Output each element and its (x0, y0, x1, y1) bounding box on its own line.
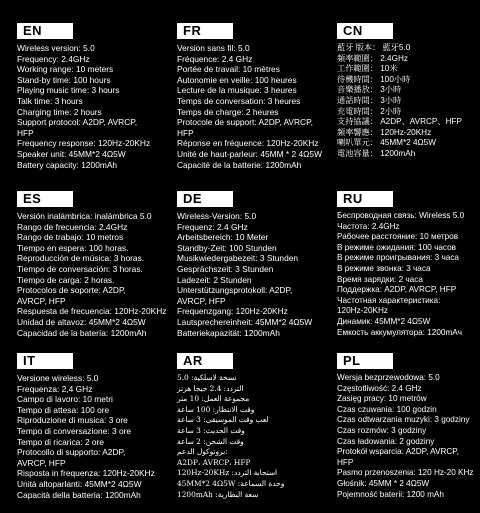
spec-line: لعب وقت الموسيقى: 3 ساعة (177, 415, 269, 425)
spec-line: AVRCP, HFP (17, 295, 66, 306)
spec-line: Czas rozmów: 3 godziny (337, 425, 427, 435)
spec-line: Support protocol: A2DP, AVRCP, (17, 117, 138, 128)
spec-line: Częstotliwość: 2.4 GHz (337, 383, 422, 393)
spec-line: Réponse en fréquence: 120Hz-20KHz (177, 138, 319, 149)
spec-line: Czas odtwarzania muzyki: 3 godziny (337, 415, 470, 425)
spec-line: Частотная характеристика: (337, 295, 441, 305)
spec-line: Время зарядки: 2 часа (337, 274, 423, 284)
spec-line: 支持協議： A2DP、AVRCP、HFP (337, 117, 462, 127)
spec-line: 工作範圍： 10米 (337, 64, 398, 74)
spec-line: Versione wireless: 5.0 (17, 373, 99, 383)
spec-list-es (17, 211, 167, 338)
section-de (160, 190, 320, 338)
spec-line: AVRCP, HFP (17, 457, 66, 468)
spec-line: 通話時間： 3小時 (337, 95, 402, 105)
spec-line: Speaker unit: 45MM*2 4Ω5W (17, 148, 126, 159)
spec-line: Gesprächszeit: 3 Stunden (177, 263, 274, 274)
spec-line: HFP (177, 127, 194, 138)
spec-line: Reproducción de música: 3 horas. (17, 253, 145, 264)
spec-line: Pojemność baterii: 1200 mAh (337, 489, 444, 499)
spec-list-ar (177, 373, 320, 500)
spec-line: В режиме ожидания: 100 часов (337, 242, 457, 252)
spec-line: Frequency: 2.4GHz (17, 53, 90, 64)
language-badge-ru: RU (337, 191, 393, 207)
spec-list-en (17, 43, 160, 170)
language-badge-pl: PL (337, 353, 393, 369)
spec-line: Riproduzione di musica: 3 ore (17, 415, 128, 426)
spec-line: Protokół wsparcia: A2DP, AVRCP, (337, 447, 459, 457)
column-right (320, 0, 480, 513)
spec-line: Temps de charge: 2 heures (177, 106, 279, 117)
column-middle (160, 0, 320, 513)
spec-line: Lecture de la musique: 3 heures (177, 85, 297, 96)
spec-line: التردد: 2.4 جيجا هرتز (177, 383, 244, 393)
spec-line: Wersja bezprzewodowa: 5.0 (337, 373, 440, 382)
language-badge-it: IT (17, 353, 73, 369)
spec-line: Protocole de support: A2DP, AVRCP, (177, 117, 313, 128)
section-ru (320, 190, 480, 338)
spec-line: Tempo di attesa: 100 ore (17, 404, 110, 415)
spec-line: Frequency response: 120Hz-20KHz (17, 138, 151, 149)
spec-line: Temps de conversation: 3 heures (177, 95, 301, 106)
spec-line: 喇叭單元： 45MM*2 4Ω5W (337, 138, 436, 148)
section-fr (160, 22, 320, 170)
spec-line: Protocolos de soporte: A2DP, (17, 285, 126, 296)
spec-line: 120Hz-20KHz (337, 306, 388, 316)
spec-line: 藍牙 版本： 藍牙5.0 (337, 43, 411, 52)
spec-line: Versión inalámbrica: inalámbrica 5.0 (17, 211, 152, 221)
spec-line: 待機時間： 100小時 (337, 74, 411, 84)
spec-line: Frequenzgang: 120Hz-20KHz (177, 306, 288, 317)
spec-line: Stand-by time: 100 hours (17, 74, 111, 85)
spec-line: Tiempo de conversación: 3 horas. (17, 263, 143, 274)
section-cn (320, 22, 480, 160)
spec-line: Поддержка: A2DP, AVRCP, HFP (337, 285, 457, 295)
spec-line: Respuesta de frecuencia: 120Hz-20KHz (17, 306, 167, 317)
spec-list-it (17, 373, 160, 500)
spec-line: Unidad de altavoz: 45MM*2 4Ω5W (17, 316, 146, 327)
spec-line: Playing music time: 3 hours (17, 85, 120, 96)
section-it (0, 352, 160, 500)
spec-line: Czas ładowania: 2 godziny (337, 436, 435, 446)
section-es (0, 190, 167, 338)
spec-line: Autonomie en veille: 100 heures (177, 74, 297, 85)
spec-line: Czas czuwania: 100 godzin (337, 404, 437, 414)
spec-line: 45MM*2 4Ω5W :وحدة السماعة (177, 478, 285, 488)
spec-line: وقت الشحن: 2 ساعة (177, 436, 244, 446)
section-en (0, 22, 160, 170)
section-pl (320, 352, 480, 500)
language-badge-fr: FR (177, 23, 233, 39)
section-ar (160, 352, 320, 500)
spec-line: نسخة لاسلكية: 5.0 (177, 373, 237, 382)
spec-list-cn (337, 43, 480, 160)
spec-line: HFP (337, 457, 354, 467)
spec-line: Standby-Zeit: 100 Stunden (177, 242, 277, 253)
spec-line: A2DP، AVRCP، HFP (177, 457, 251, 467)
spec-line: Динамик: 45MM*2 4Ω5W (337, 316, 431, 326)
spec-line: Risposta in frequenza: 120Hz-20KHz (17, 468, 155, 479)
spec-line: Беспроводная связь: Wireless 5.0 (337, 211, 465, 220)
spec-line: Рабочее расстояние: 10 метров (337, 232, 459, 242)
spec-line: Capacità della batteria: 1200mAh (17, 489, 141, 500)
spec-line: 電池容量： 1200mAh (337, 148, 416, 158)
spec-line: Zasięg pracy: 10 metrów (337, 394, 427, 404)
spec-line: Protocollo di supporto: A2DP, (17, 447, 126, 458)
spec-line: 頻率響應： 120Hz-20KHz (337, 127, 432, 137)
spec-line: Tempo di conversazione: 3 ore (17, 425, 132, 436)
spec-list-pl (337, 373, 480, 500)
spec-line: Wireless-Version: 5.0 (177, 211, 257, 221)
spec-line: AVRCP, HFP (177, 295, 226, 306)
spec-line: Capacidad de la batería: 1200mAh (17, 327, 147, 338)
spec-line: Емкость аккумулятора: 1200mAч (337, 327, 462, 337)
spec-line: Version sans fil: 5.0 (177, 43, 250, 53)
spec-line: Unterstützungsprotokoll: A2DP, (177, 285, 293, 296)
spec-list-fr (177, 43, 320, 170)
spec-line: 1200mAh :سعة البطارية (177, 489, 259, 499)
spec-line: Wireless version: 5.0 (17, 43, 95, 53)
spec-line: Working range: 10 meters (17, 64, 114, 75)
language-badge-cn: CN (337, 23, 393, 39)
spec-line: Fréquence: 2.4 GHz (177, 53, 253, 64)
spec-line: Unité de haut-parleur: 45MM * 2 4Ω5W (177, 148, 322, 159)
spec-line: Talk time: 3 hours (17, 95, 83, 106)
spec-line: Tiempo en espera: 100 horas. (17, 242, 129, 253)
spec-line: مجموعة العمل: 10 متر (177, 394, 250, 404)
spec-line: В режиме звонка: 3 часа (337, 263, 431, 273)
spec-line: Частота: 2.4GHz (337, 221, 400, 231)
spec-line: Frequenz: 2.4 GHz (177, 221, 248, 232)
spec-line: HFP (17, 127, 34, 138)
language-badge-de: DE (177, 191, 233, 207)
spec-line: بروتوكول الدعم: (177, 447, 228, 457)
spec-list-de (177, 211, 320, 338)
spec-line: Tempo di ricarica: 2 ore (17, 436, 105, 447)
spec-line: 充電時間： 2小時 (337, 106, 402, 116)
language-badge-ar: AR (177, 353, 233, 369)
spec-line: وقت الانتظار: 100 ساعة (177, 404, 255, 414)
spec-line: Charging time: 2 hours (17, 106, 102, 117)
spec-line: Głośnik: 45MM * 2 4Ω5W (337, 478, 430, 488)
spec-line: Musikwiedergabezeit: 3 Stunden (177, 253, 299, 264)
spec-line: Battery capacity: 1200mAh (17, 159, 118, 170)
column-left (0, 0, 167, 513)
spec-line: Rango de frecuencia: 2.4GHz (17, 221, 128, 232)
spec-line: Tiempo de carga: 2 horas. (17, 274, 115, 285)
spec-line: Rango de trabajo: 10 metros (17, 232, 124, 243)
spec-line: Ladezeit: 2 Stunden (177, 274, 252, 285)
spec-line: 音樂播放： 3小時 (337, 85, 402, 95)
spec-line: 頻率範圍： 2.4GHz (337, 53, 408, 63)
spec-line: Arbeitsbereich: 10 Meter (177, 232, 269, 243)
spec-line: Frequenza: 2,4 GHz (17, 383, 93, 394)
spec-line: Portée de travail: 10 mètres (177, 64, 280, 75)
spec-line: Batteriekapazität: 1200mAh (177, 327, 280, 338)
spec-line: В режиме проигрывания: 3 часа (337, 253, 459, 263)
spec-line: Capacité de la batterie: 1200mAh (177, 159, 302, 170)
language-badge-es: ES (17, 191, 73, 207)
spec-list-ru (337, 211, 480, 338)
spec-line: Lautsprechereinheit: 45MM*2 4Ω5W (177, 316, 313, 327)
spec-line: Pasmo przenoszenia: 120 Hz-20 KHz (337, 468, 474, 478)
spec-line: 120Hz-20KHz :استجابة التردد (177, 468, 278, 478)
spec-line: وقت الحديث: 3 ساعة (177, 425, 245, 435)
language-badge-en: EN (17, 23, 73, 39)
spec-line: Unità altoparlanti: 45MM*2 4Ω5W (17, 478, 142, 489)
spec-line: Campo di lavoro: 10 metri (17, 394, 113, 405)
